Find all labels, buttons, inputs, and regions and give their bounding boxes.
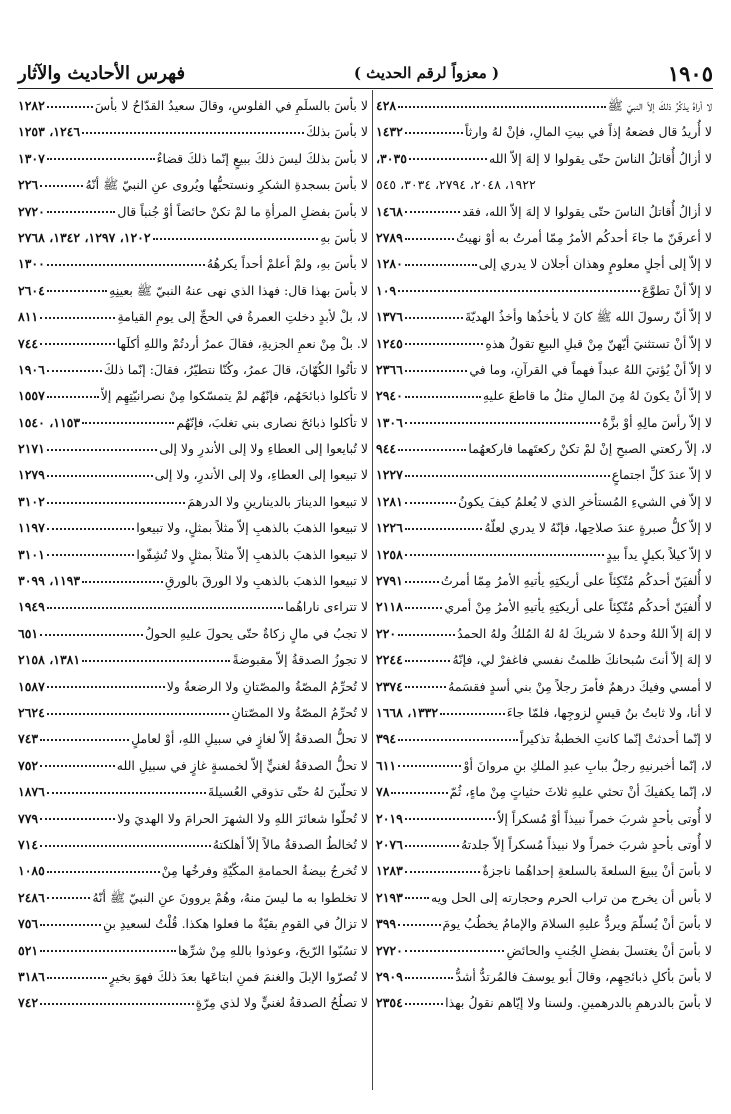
index-entry bbox=[376, 594, 712, 620]
hadith-number: ٢٦٠٤ bbox=[18, 282, 45, 298]
index-entry bbox=[376, 225, 712, 251]
hadith-number: ١٣٠٠ bbox=[18, 256, 45, 272]
dot-leader bbox=[405, 210, 460, 213]
page-number: ١٩٠٥ bbox=[667, 60, 713, 86]
dot-leader bbox=[40, 817, 115, 820]
index-entry bbox=[376, 489, 712, 515]
dot-leader bbox=[405, 501, 456, 504]
index-entry bbox=[376, 700, 712, 726]
entry-text: لا أعرفَنّ ما جاءَ أحدكُم الأمرُ مِمّا أمرتُ به أوْ نهيتُ bbox=[456, 229, 712, 245]
entry-text: لا، إنّما أخبرنيهِ رجلٌ ببابِ عبدِ الملكِ بنِ مروانَ أوْ bbox=[463, 757, 712, 773]
index-entry bbox=[18, 542, 368, 568]
index-entry bbox=[376, 119, 712, 145]
entry-text: لا بأسَ أنْ يبيعَ السلعةَ بالسلعةِ إحداهُما ناجزةٌ bbox=[482, 863, 712, 879]
hadith-number: ٧١٤ bbox=[18, 836, 39, 852]
entry-text: ١٩٢٢، ٢٠٤٨، ٢٧٩٤، ٣٠٣٤، ٥٤٥ bbox=[376, 177, 536, 193]
hadith-number: ١٣٠٧ bbox=[18, 150, 45, 166]
hadith-number: ٣١٠٢ bbox=[18, 493, 45, 509]
dot-leader bbox=[47, 791, 206, 794]
index-entry bbox=[18, 753, 368, 779]
hadith-number: ١٤٦٨ bbox=[376, 203, 403, 219]
entry-text: لا بأسَ بالدرهمِ بالدرهمينِ. ولسنا ولا إيّاهم نقولُ بهذا bbox=[445, 995, 712, 1011]
index-entry bbox=[376, 779, 712, 805]
hadith-number: ٧٥٦ bbox=[18, 916, 39, 932]
dot-leader bbox=[47, 105, 93, 108]
entry-text: لا تأتُوا الكُهّانَ، قالَ عمرُ، وكُنّا نتطيّرُ، فقالَ: إنّما ذلكَ bbox=[103, 361, 368, 377]
dot-leader bbox=[40, 738, 129, 741]
dot-leader bbox=[40, 1002, 193, 1005]
index-entry bbox=[18, 331, 368, 357]
entry-text: لا تبيعوا الذهبَ بالذهبِ إلاّ مثلاً بمثلٍ ولا تُشِفّوا bbox=[136, 546, 368, 562]
dot-leader bbox=[405, 896, 429, 899]
hadith-number: ١٢٤٥ bbox=[376, 335, 403, 351]
index-entry bbox=[18, 462, 368, 488]
entry-text: لا إلاّ أنْ تستثنيَ أيّهنّ مِنْ قبلِ البيعِ تقولُ هذهِ bbox=[485, 335, 712, 351]
entry-text: لا تُحلّوا شعائرَ اللهِ ولا الشهرَ الحرامَ ولا الهديَ ولا bbox=[117, 810, 368, 826]
entry-text: لا تبيعوا الذهبَ بالذهبِ ولا الورقَ بالورقِ bbox=[164, 573, 368, 589]
entry-text: لا بأسَ بسجدةِ الشكرِ ونستحبُّها ويُروى عنِ النبيّ ﷺ أنّهُ bbox=[85, 177, 368, 193]
entry-text: لا تبيعوا الدينارَ بالدينارينِ ولا الدرهمَ bbox=[187, 493, 368, 509]
index-entry bbox=[18, 964, 368, 990]
index-entry bbox=[18, 938, 368, 964]
dot-leader bbox=[47, 289, 107, 292]
dot-leader bbox=[47, 157, 155, 160]
index-entry bbox=[18, 990, 368, 1016]
hadith-number: ٣٩٤ bbox=[376, 731, 397, 747]
index-entry bbox=[18, 146, 368, 172]
index-entry bbox=[376, 410, 712, 436]
index-entry bbox=[376, 93, 712, 119]
entry-text: لا إلاّ إلى أجلٍ معلومٍ وهذان أجلان لا يدري إلى bbox=[478, 256, 712, 272]
index-entry bbox=[376, 753, 712, 779]
entry-text: لا، إنّما يكفيكَ أنْ تحثي عليهِ ثلاثَ حثياتٍ مِنْ ماءٍ، ثُمّ bbox=[449, 784, 712, 800]
dot-leader bbox=[40, 844, 211, 847]
hadith-number: ١٢٨١ bbox=[376, 493, 403, 509]
entry-text: لا بأسَ بهذا قال: فهذا الذي نهى عنهُ النبيّ ﷺ بعينِهِ bbox=[109, 282, 368, 298]
dot-leader bbox=[405, 844, 459, 847]
index-entry bbox=[376, 146, 712, 172]
hadith-number: ١٥٥٧ bbox=[18, 388, 45, 404]
dot-leader bbox=[405, 949, 505, 952]
dot-leader bbox=[440, 712, 505, 715]
hadith-number: ٧٤٢ bbox=[18, 995, 39, 1011]
dot-leader bbox=[47, 501, 186, 504]
index-entry bbox=[376, 832, 712, 858]
entry-text: لا تجبُ في مالٍ زكاةٌ حتّى يحولَ عليهِ الحولُ bbox=[144, 625, 368, 641]
dot-leader bbox=[47, 369, 102, 372]
entry-text: لا بأسَ بالسلَمِ في الفلوسِ، وقالَ سعيدُ القدّاحُ لا بأسَ bbox=[94, 98, 368, 113]
dot-leader bbox=[47, 870, 160, 873]
hadith-number: ٢٩٠٩ bbox=[376, 968, 403, 984]
dot-leader bbox=[47, 553, 134, 556]
hadith-number: ٧٤٤ bbox=[18, 335, 39, 351]
right-column bbox=[376, 93, 712, 1017]
entry-text: لا، بلْ لأبدٍ دخلتِ العمرةُ في الحجِّ إلى يومِ القيامةِ bbox=[117, 309, 368, 325]
entry-text: لا إلاّ أنْ يُؤتيَ اللهُ عبداً فهماً في القرآنِ، وما في bbox=[469, 361, 712, 377]
index-entry bbox=[376, 278, 712, 304]
hadith-number: ٤٢٨ bbox=[376, 98, 397, 113]
dot-leader bbox=[391, 791, 447, 794]
entry-text: لا بأسَ بذلكَ ليسَ ذلكَ ببيعٍ إنّما ذلكَ قضاءٌ bbox=[156, 150, 368, 166]
hadith-number: ٢٠١٩ bbox=[376, 810, 403, 826]
index-entry bbox=[376, 568, 712, 594]
dot-leader bbox=[405, 817, 495, 820]
hadith-number: ٣٠٣٥، bbox=[376, 150, 407, 166]
hadith-number: ١٥٨٧ bbox=[18, 678, 45, 694]
entry-text: لا تحلُّ الصدقةُ لغنيٍّ إلاّ لخمسةٍ غازٍ في سبيلِ الله bbox=[116, 757, 368, 773]
index-entry bbox=[376, 911, 712, 937]
entry-text: لا إلاّ كيلاً بكيلٍ يداً بيدٍ bbox=[606, 546, 712, 562]
dot-leader bbox=[398, 633, 455, 636]
index-entry bbox=[376, 436, 712, 462]
entry-text: لا بأس أن يخرج من تراب الحرم وحجارته إلى الحل ويه bbox=[431, 889, 712, 905]
index-entry bbox=[18, 674, 368, 700]
hadith-number: ٢٣٧٤ bbox=[376, 678, 403, 694]
entry-text: لا بأسَ بفضلِ المرأةِ ما لمْ تكنْ حائضاً أوْ جُنباً قال bbox=[117, 203, 368, 219]
hadith-number: ٥٢١ bbox=[18, 942, 39, 958]
entry-text: لا تحلُّ الصدقةُ إلاّ لغازٍ في سبيلِ اللهِ، أوْ لعاملٍ bbox=[131, 731, 368, 747]
index-entry bbox=[18, 172, 368, 198]
index-entry bbox=[18, 700, 368, 726]
entry-text: لا أُوتى بأحدٍ شربَ خمراً ولا نبيذاً مُسكراً إلاّ جلدتهُ bbox=[461, 836, 712, 852]
hadith-number: ١٣٧٦ bbox=[376, 309, 403, 325]
entry-text: لا تحلّينَ لهُ حتّى تذوقي العُسيلةَ bbox=[208, 784, 368, 800]
index-entry bbox=[376, 806, 712, 832]
entry-text: لا إلهَ إلاّ اللهُ وحدهُ لا شريكَ لهُ لهُ المُلكُ ولهُ الحمدُ bbox=[457, 625, 712, 641]
dot-leader bbox=[82, 580, 163, 583]
index-entry bbox=[18, 885, 368, 911]
dot-leader bbox=[47, 210, 116, 213]
entry-text: لا بأسَ بهِ bbox=[320, 229, 368, 245]
hadith-number: ٨١١ bbox=[18, 309, 39, 325]
index-entry bbox=[18, 726, 368, 752]
dot-leader bbox=[405, 131, 463, 134]
dot-leader bbox=[398, 764, 461, 767]
index-entry bbox=[18, 225, 368, 251]
hadith-number: ٢٧٢٠ bbox=[18, 203, 45, 219]
dot-leader bbox=[398, 448, 466, 451]
dot-leader bbox=[40, 923, 101, 926]
hadith-number: ٢٣٥٤ bbox=[376, 995, 403, 1011]
hadith-number: ١١٩٣، ٣٠٩٩ bbox=[18, 573, 81, 589]
entry-text: لا تجوزُ الصدقةُ إلاّ مقبوضةً bbox=[232, 652, 368, 668]
dot-leader bbox=[405, 685, 446, 688]
dot-leader bbox=[405, 237, 454, 240]
hadith-number: ١٢٧٩ bbox=[18, 467, 45, 483]
dot-leader bbox=[398, 289, 640, 292]
hadith-number: ١٢٨٣ bbox=[376, 863, 403, 879]
hadith-number: ٧٨ bbox=[376, 784, 390, 800]
dot-leader bbox=[405, 606, 443, 609]
entry-text: لا تُحرِّمُ المصّةُ والمصّتانِ ولا الرضعةُ ولا bbox=[166, 678, 368, 694]
entry-text: لا أزالُ أُقاتلُ الناسَ حتّى يقولوا لا إلهَ إلاّ الله، فقد bbox=[462, 203, 712, 219]
index-entry bbox=[18, 357, 368, 383]
dot-leader bbox=[405, 369, 468, 372]
hadith-number: ١٢٨٠ bbox=[376, 256, 403, 272]
hadith-number: ٢١١٨ bbox=[376, 599, 403, 615]
index-entry bbox=[18, 304, 368, 330]
entry-text: لا تُصرّوا الإبلَ والغنمَ فمنِ ابتاعَها بعدَ ذلكَ فهوَ بخيرٍ bbox=[108, 968, 368, 984]
dot-leader bbox=[40, 633, 143, 636]
hadith-number: ٣١٨٦ bbox=[18, 968, 45, 984]
entry-text: لا إلاّ رأسَ مالِهِ أوْ بزَّهُ bbox=[602, 414, 712, 430]
entry-text: لا أُوتى بأحدٍ شربَ خمراً نبيذاً أوْ مُسكراً إلاّ bbox=[497, 810, 712, 826]
entry-text: لا أُريدُ قال فضعهُ إذاً في بيتِ المالِ، فإنْ لهُ وارثاً bbox=[465, 124, 712, 140]
index-entry bbox=[376, 251, 712, 277]
index-entry bbox=[18, 199, 368, 225]
entry-text: لا بأسَ بأكلِ ذبائحِهِم، وقالَ أبو يوسفَ فالمُرتدُّ أشدُّ bbox=[455, 968, 712, 984]
dot-leader bbox=[405, 263, 477, 266]
hadith-number: ٢٦٢٤ bbox=[18, 704, 45, 720]
dot-leader bbox=[405, 580, 439, 583]
index-entry bbox=[376, 199, 712, 225]
dot-leader bbox=[398, 738, 518, 741]
hadith-number: ١٤٣٢ bbox=[376, 124, 403, 140]
dot-leader bbox=[40, 764, 115, 767]
dot-leader bbox=[405, 395, 481, 398]
index-entry bbox=[376, 542, 712, 568]
dot-leader bbox=[405, 474, 610, 477]
index-entry bbox=[376, 726, 712, 752]
dot-leader bbox=[405, 553, 604, 556]
index-entry bbox=[376, 858, 712, 884]
dot-leader bbox=[47, 395, 99, 398]
hadith-number: ٢٠٧٦ bbox=[376, 836, 403, 852]
hadith-number: ٢٣٦٦ bbox=[376, 361, 403, 377]
index-entry bbox=[18, 911, 368, 937]
hadith-number: ١٢٤٦، ١٢٥٣ bbox=[18, 124, 81, 140]
index-entry bbox=[376, 172, 712, 198]
dot-leader bbox=[405, 659, 451, 662]
dot-leader bbox=[40, 316, 115, 319]
dot-leader bbox=[47, 527, 134, 530]
hadith-number: ٢٧٢٠ bbox=[376, 942, 403, 958]
dot-leader bbox=[47, 474, 153, 477]
dot-leader bbox=[153, 237, 319, 240]
dot-leader bbox=[82, 421, 174, 424]
hadith-number: ١٠٩ bbox=[376, 282, 397, 298]
index-entry bbox=[18, 119, 368, 145]
hadith-number: ١٢٥٨ bbox=[376, 546, 403, 562]
index-entry bbox=[376, 964, 712, 990]
index-entry bbox=[376, 885, 712, 911]
dot-leader bbox=[47, 896, 90, 899]
hadith-number: ٧٥٢ bbox=[18, 757, 39, 773]
hadith-number: ٢٧٨٩ bbox=[376, 229, 403, 245]
entry-text: لا تسُبّوا الرّيحَ، وعوذوا باللهِ مِنْ شرِّها bbox=[177, 942, 368, 958]
hadith-number: ٦٥١ bbox=[18, 625, 39, 641]
dot-leader bbox=[47, 685, 165, 688]
dot-leader bbox=[398, 923, 440, 926]
hadith-number: ٦١١ bbox=[376, 757, 397, 773]
entry-text: لا تصلُحُ الصدقةُ لغنيٍّ ولا لذي مِرّةٍ bbox=[195, 995, 368, 1011]
index-entry bbox=[18, 93, 368, 119]
entry-text: لا تتراءى ناراهُما bbox=[285, 599, 368, 615]
index-entry bbox=[18, 779, 368, 805]
hadith-number: ١٢٠٢، ١٢٩٧، ١٣٤٢، ٢٧٦٨ bbox=[18, 229, 151, 245]
index-entry bbox=[376, 674, 712, 700]
entry-text: لا تُخرجُ بيضةُ الحمامةِ المكّيّةِ وفرخُها مِنْ bbox=[161, 863, 368, 879]
index-entry bbox=[18, 489, 368, 515]
entry-text: لا إلاّ أنْ تطوَّعَ bbox=[642, 282, 712, 298]
entry-text: لا. بلْ مِنْ نعمِ الجزيةِ، فقالَ عمرُ أردتُمْ واللهِ أكلَها bbox=[116, 335, 368, 351]
entry-text: لا أُلفيَنّ أحدكُم مُتّكِئاً على أريكتِهِ يأتيهِ الأمرُ مِمّا أمرتُ bbox=[440, 573, 712, 589]
page-header bbox=[18, 58, 713, 88]
hadith-number: ١٣٨١، ٢١٥٨ bbox=[18, 652, 81, 668]
index-entry bbox=[18, 806, 368, 832]
index-entry bbox=[18, 251, 368, 277]
entry-text: لا تُخالطُ الصدقةُ مالاً إلاّ أهلكتهُ bbox=[212, 836, 368, 852]
dot-leader bbox=[405, 1002, 443, 1005]
entry-text: لا بأسَ أنْ يغتسلَ بفضلِ الجُنبِ والحائضِ bbox=[506, 942, 712, 958]
hadith-number: ١٢٢٧ bbox=[376, 467, 403, 483]
entry-text: لا إلاّ عندَ كلِّ اجتماعٍ bbox=[611, 467, 712, 483]
dot-leader bbox=[405, 342, 483, 345]
index-entry bbox=[18, 647, 368, 673]
dot-leader bbox=[40, 342, 115, 345]
index-entry bbox=[18, 383, 368, 409]
hadith-number: ١٢٢٦ bbox=[376, 520, 403, 536]
hadith-number: ٣٩٩ bbox=[376, 916, 397, 932]
hadith-number: ٢٢٤٤ bbox=[376, 652, 403, 668]
page-subtitle: ( معزواً لرقم الحديث ) bbox=[353, 64, 500, 82]
entry-text: لا تبيعوا الذهبَ بالذهبِ إلاّ مثلاً بمثلٍ، ولا تبيعوا bbox=[136, 520, 368, 536]
hadith-number: ١٩٤٩ bbox=[18, 599, 45, 615]
entry-text: لا تُبايعوا إلى العطاءِ ولا إلى الأندرِ ولا إلى bbox=[159, 441, 368, 457]
index-entry bbox=[376, 647, 712, 673]
index-entry bbox=[18, 594, 368, 620]
hadith-number: ١٣٣٢، ١٦٦٨ bbox=[376, 704, 439, 720]
dot-leader bbox=[405, 870, 481, 873]
book-title: فهرس الأحاديث والآثار bbox=[18, 62, 186, 84]
index-entry bbox=[376, 938, 712, 964]
dot-leader bbox=[82, 131, 304, 134]
hadith-number: ٢٩٤٠ bbox=[376, 388, 403, 404]
hadith-number: ٧٤٣ bbox=[18, 731, 39, 747]
dot-leader bbox=[405, 421, 600, 424]
header-rule bbox=[18, 88, 713, 89]
index-entry bbox=[18, 832, 368, 858]
entry-text: لا إلاّ كلُّ صبرةٍ عندَ صلاحِها، فإنّهُ لا يدري لعلّهُ bbox=[484, 520, 712, 536]
column-divider bbox=[372, 90, 373, 1090]
index-entry bbox=[18, 515, 368, 541]
hadith-number: ١١٥٣، ١٥٤٠ bbox=[18, 414, 81, 430]
hadith-number: ١٢٨٢ bbox=[18, 98, 45, 113]
index-entry bbox=[18, 410, 368, 436]
dot-leader bbox=[409, 157, 487, 160]
entry-text: لا إنّما أحدثتْ إنّما كانتِ الخطبةُ تذكيراً bbox=[519, 731, 712, 747]
entry-text: لا تأكلوا ذبائحَهُم، فإنّهُم لمْ يتمسّكوا مِنْ نصرانيّتِهِم إلاّ bbox=[100, 388, 368, 404]
hadith-number: ٧٧٩ bbox=[18, 810, 39, 826]
hadith-number: ٢٧٩١ bbox=[376, 573, 403, 589]
left-column bbox=[18, 93, 368, 1017]
hadith-number: ٢٢٠ bbox=[376, 625, 397, 641]
dot-leader bbox=[47, 712, 230, 715]
index-entry bbox=[376, 990, 712, 1016]
index-entry bbox=[18, 436, 368, 462]
dot-leader bbox=[405, 316, 463, 319]
entry-text: لا إلهَ إلاّ أنتَ سُبحانكَ ظلمتُ نفسي فاغفرْ لي، فإنّهُ bbox=[452, 652, 712, 668]
dot-leader bbox=[398, 105, 606, 108]
entry-text: لا إلاّ في الشيءِ المُستأخرِ الذي لا يُعلمُ كيفَ يكونُ bbox=[458, 493, 712, 509]
entry-text: لا أزالُ أُقاتلُ الناسَ حتّى يقولوا لا إلهَ إلاّ الله bbox=[488, 150, 712, 166]
hadith-number: ٢١٧١ bbox=[18, 441, 45, 457]
entry-text: لا إلاّ أنْ يكونَ لهُ مِنَ المالِ مثلُ ما قاطعَ عليهِ bbox=[482, 388, 712, 404]
entry-text: لا أنا، ولا ثابتُ بنُ قيسٍ لزوجِها، فلمّا جاءَ bbox=[506, 704, 712, 720]
hadith-number: ٢٢٦ bbox=[18, 177, 39, 193]
index-entry bbox=[376, 621, 712, 647]
entry-text: لا تبيعوا إلى العطاءِ، ولا إلى الأندرِ، ولا إلى bbox=[154, 467, 368, 483]
entry-text: لا بأسَ أنْ يُسلّمَ ويردُّ عليهِ السلامَ والإمامُ يخطُبُ يومَ bbox=[442, 916, 712, 932]
entry-text: لا تُحرِّمُ المصّةُ ولا المصّتانِ bbox=[231, 704, 368, 720]
dot-leader bbox=[40, 184, 83, 187]
index-entry bbox=[376, 383, 712, 409]
hadith-number: ٩٤٤ bbox=[376, 441, 397, 457]
dot-leader bbox=[405, 527, 483, 530]
entry-text: لا أمسي وفيكَ درهمٌ فأمرَ رجلاً مِنْ بني أسدٍ فقسَمهُ bbox=[448, 678, 712, 694]
index-entry bbox=[376, 515, 712, 541]
index-entry bbox=[376, 304, 712, 330]
index-entry bbox=[18, 278, 368, 304]
hadith-number: ١٣٠٦ bbox=[376, 414, 403, 430]
entry-text: لا إلاّ أنّ رسولَ الله ﷺ كانَ لا يأخذُها وأخذُ الهديّةَ bbox=[464, 309, 712, 325]
index-entry bbox=[18, 621, 368, 647]
hadith-number: ١٨٧٦ bbox=[18, 784, 45, 800]
hadith-number: ٢٤٨٦ bbox=[18, 889, 45, 905]
hadith-number: ١٩٠٦ bbox=[18, 361, 45, 377]
entry-text: لا، إلاّ ركعتي الصبحِ إنْ لمْ تكنْ ركعتَهما فاركعهُما bbox=[468, 441, 712, 457]
entry-text: لا أراهُ يذكُرُ ذلكَ إلاّ النبيّ ﷺ bbox=[607, 98, 712, 113]
index-entry bbox=[376, 357, 712, 383]
entry-text: لا تزالُ في القومِ بقيّةٌ ما فعلوا هكذا. قُلْتُ لسعيدِ بنِ bbox=[102, 916, 368, 932]
entry-text: لا تخلطوا به ما ليسَ منهُ، وهُمْ يروونَ عنِ النبيّ ﷺ أنّهُ bbox=[92, 889, 368, 905]
dot-leader bbox=[47, 976, 107, 979]
index-entry bbox=[376, 331, 712, 357]
dot-leader bbox=[47, 606, 283, 609]
dot-leader bbox=[40, 949, 176, 952]
index-entry bbox=[376, 462, 712, 488]
index-entry bbox=[18, 858, 368, 884]
index-entry bbox=[18, 568, 368, 594]
entry-text: لا بأسَ بذلكَ bbox=[305, 124, 368, 140]
dot-leader bbox=[82, 659, 230, 662]
entry-text: لا تأكلوا ذبائحَ نصارى بني تغلبَ، فإنّهُم bbox=[176, 414, 368, 430]
hadith-number: ٣١٠١ bbox=[18, 546, 45, 562]
hadith-number: ١١٩٧ bbox=[18, 520, 45, 536]
dot-leader bbox=[47, 448, 157, 451]
hadith-number: ٢١٩٣ bbox=[376, 889, 403, 905]
entry-text: لا أُلفيَنّ أحدكُم مُتّكِئاً على أريكتِهِ يأتيهِ الأمرُ مِنْ أمري bbox=[444, 599, 712, 615]
entry-text: لا بأسَ بهِ، ولمْ أعلمْ أحداً يكرهُهُ bbox=[206, 256, 368, 272]
hadith-number: ١٠٨٥ bbox=[18, 863, 45, 879]
dot-leader bbox=[47, 263, 205, 266]
dot-leader bbox=[405, 976, 454, 979]
